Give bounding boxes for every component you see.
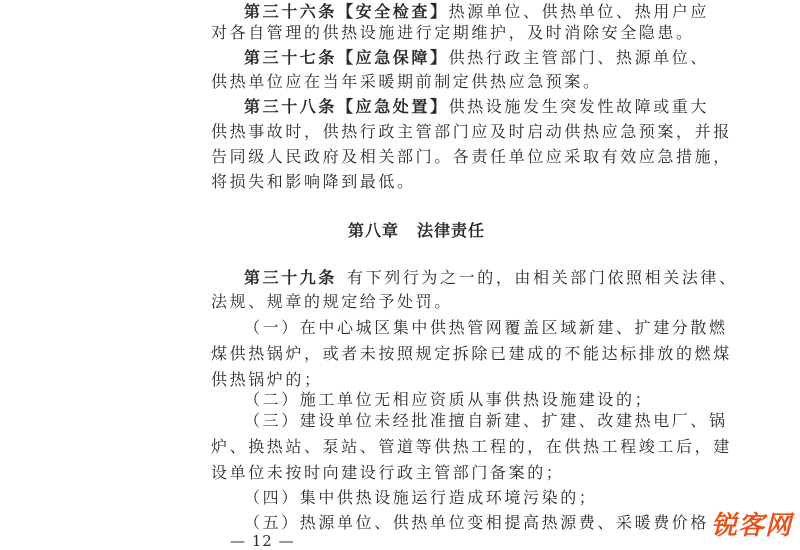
article-37-line-2: 供热单位应在当年采暖期前制定供热应急预案。 xyxy=(211,72,602,91)
article-38-line-3: 告同级人民政府及相关部门。各责任单位应采取有效应急措施， xyxy=(211,147,732,166)
article-37-text: 供热行政主管部门、热源单位、 xyxy=(448,48,710,67)
article-37-heading: 第三十七条【应急保障】 xyxy=(244,48,449,67)
chapter-title: 法律责任 xyxy=(417,221,486,240)
page-number: — 12 — xyxy=(230,532,295,550)
article-38-line-1 xyxy=(244,97,709,117)
article-36-line-1 xyxy=(244,2,709,22)
item-1-line-2: 煤供热锅炉，或者未按照规定拆除已建成的不能达标排放的燃煤 xyxy=(211,344,732,363)
item-5-line-1: （五）热源单位、供热单位变相提高热源费、采暖费价格 xyxy=(244,513,710,532)
chapter-number: 第八章 xyxy=(348,221,400,240)
item-3-line-3: 设单位未按时向建设行政主管部门备案的； xyxy=(211,463,565,482)
chapter-heading xyxy=(348,218,485,241)
item-4-line-1: （四）集中供热设施运行造成环境污染的； xyxy=(244,488,598,507)
article-38-heading: 第三十八条【应急处置】 xyxy=(244,97,449,116)
article-39-line-2: 法规、规章的规定给予处罚。 xyxy=(211,292,453,311)
site-watermark-logo: 锐客网 xyxy=(710,511,792,541)
article-36-heading: 第三十六条【安全检查】 xyxy=(244,2,449,21)
item-1-line-1: （一）在中心城区集中供热管网覆盖区域新建、扩建分散燃 xyxy=(244,318,728,337)
item-1-line-3: 供热锅炉的； xyxy=(211,370,323,389)
article-38-line-4: 将损失和影响降到最低。 xyxy=(211,172,416,191)
article-36-text: 热源单位、供热单位、热用户应 xyxy=(448,2,710,21)
article-39-text: 有下列行为之一的，由相关部门依照相关法律、 xyxy=(347,268,738,287)
article-39-heading: 第三十九条 xyxy=(244,268,338,287)
item-3-line-2: 炉、换热站、泵站、管道等供热工程的，在供热工程竣工后，建 xyxy=(211,437,732,456)
article-37-line-1 xyxy=(244,48,709,68)
article-36-line-2: 对各自管理的供热设施进行定期维护，及时消除安全隐患。 xyxy=(211,23,695,42)
item-3-line-1: （三）建设单位未经批准擅自新建、扩建、改建热电厂、锅 xyxy=(244,411,728,430)
item-2-line-1: （二）施工单位无相应资质从事供热设施建设的； xyxy=(244,390,654,409)
article-38-text: 供热设施发生突发性故障或重大 xyxy=(448,97,710,116)
article-38-line-2: 供热事故时，供热行政主管部门应及时启动供热应急预案，并报 xyxy=(211,122,732,141)
article-39-line-1 xyxy=(244,268,738,288)
